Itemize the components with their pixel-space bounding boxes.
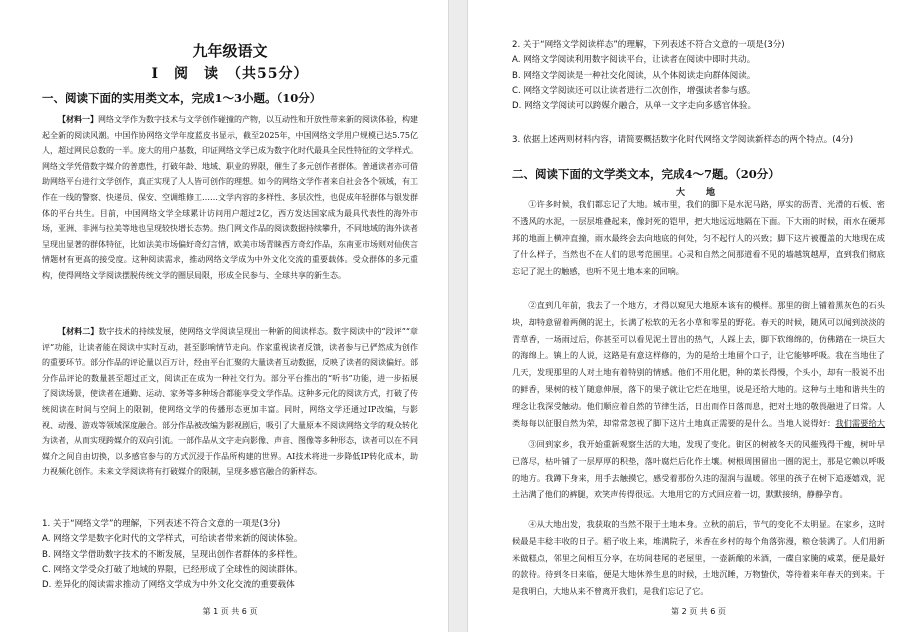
- page-footer: 第 1 页 共 6 页: [202, 607, 258, 616]
- question-1-stem: 1. 关于“网络文学”的理解，下列表述不符合文意的一项是(3分): [42, 519, 281, 529]
- material-one-text: 网络文学作为数字技术与文学创作碰撞的产物，以互动性和开放性带来新的阅读体验，构建起全新的阅读风潮。中国作协网络文学年度蓝皮书显示，截至2025年，中国网络文学用户规模已达5.75亿人，超过网民总数的一半。庞大的用户基数，印证网络文学已成为数字化时代最具全民性特征的文学样式。网络文学凭借数字媒介的普惠性，打破年龄、地域、职业的界限，催生了多元创作者群体。普通读者亦可借助网络平台进行文学创作，真正实现了人人皆可创作的理想。如今的网络文学作者来自社会各个领域，有工作在一线的警察、快递员、保安、空调维修工……文学内容的多样性、多层次性，也促成年轻群体与银发群体的平台共生。目前，中国网络文学全球累计访问用户超过2亿，西方发达国家成为最具代表性的海外市场，亚洲、非洲与拉美等地也呈现较快增长态势。热门网文作品的阅读数据持续攀升，不同地域的海外读者呈现出显著的群体特征，比如法美市场偏好奇幻言情，欧美市场青睐西方奇幻作品，东南亚市场则对仙侠言情题材有更高的接受度。这种阅读需求，推动网络文学成为中外文化交流的重要载体。受众群体的多元重构，使得网络文学阅读摆脱传统文学的圈层局限，形成全民参与、全球共享的新生态。: [42, 115, 418, 280]
- question-1-option: A. 网络文学是数字化时代的文学样式，可给读者带来新的阅读体验。: [42, 534, 303, 545]
- story-paragraph-2-text: ②直到几年前，我去了一个地方，才得以窥见大地原本该有的模样。那里的街上铺着黑灰色的石头块，却特意留着两侧的泥土，长满了松软的无名小草和零星的野花。春天的时候，随风可以闻到淡淡的青草香，一场雨过后，你甚至可以看见泥土冒出的热气，人踩上去，脚下软绵绵的，仿佛踏在一块巨大的海绵上。镇上的人说，这路是有意这样修的，为的是给土地留个口子，让它能够呼吸。我在当地住了几天，发现那里的人对土地有着特别的情感。他们不用化肥，种的菜长得慢，个头小，却有一股说不出的鲜香，果树的枝丫随意伸展，落下的果子就让它烂在地里，说是还给大地的。这种与土地和谐共生的理念让我深受触动。他们顺应着自然的节律生活，日出而作日落而息，把对土地的敬畏融进了日常。人类每每以征服自然为荣，却常常忽视了脚下这片土地真正需要的是什么。当地人说得好：: [512, 300, 885, 428]
- question-3-stem: 3. 依据上述两则材料内容，请简要概括数字化时代网络文学阅读新样态的两个特点。(4分): [512, 135, 854, 145]
- underlined-sentence: 我们需要给大: [835, 417, 885, 428]
- question-1-option: C. 网络文学受众打破了地域的界限，已经形成了全球性的阅读群体。: [42, 564, 303, 575]
- question-3: [512, 133, 885, 148]
- question-1: [42, 517, 418, 593]
- question-1-option: B. 网络文学借助数字技术的不断发展，呈现出创作者群体的多样性。: [42, 549, 303, 560]
- question-2-option: D. 网络文学阅读可以跨媒介融合，从单一文字走向多感官体验。: [512, 101, 757, 112]
- page-2: [468, 0, 915, 632]
- material-one-tag: 【材料一】: [58, 114, 98, 124]
- story-paragraph-3: ③回到家乡，我开始重新观察生活的大地，发现了变化。街区的树被冬天的风摧残得干瘦，树叶早已落尽，枯叶铺了一层厚厚的积垫，落叶腐烂后化作土壤。树根周围留出一圈的泥土，那是它赖以呼吸的地方。我蹲下身来，用手去触摸它，感受着那份久违的湿润与温暖。邻里的孩子在树下追逐嬉戏，泥土沾满了他们的裤腿，欢笑声传得很远。大地用它的方式回应着一切，默默接纳，静静孕育。: [512, 439, 885, 500]
- material-one: [42, 112, 418, 330]
- page-1: [0, 0, 448, 632]
- story-paragraph-2-end: [561, 434, 569, 435]
- question-2: [512, 38, 885, 114]
- story-paragraph-2: [512, 297, 885, 435]
- material-two-tag: 【材料二】: [58, 326, 99, 336]
- section-one-heading: 一、阅读下面的实用类文本，完成1～3小题。（10分）: [42, 91, 322, 105]
- question-2-option: A. 网络文学阅读利用数字阅读平台，让读者在阅读中即时共动。: [512, 55, 756, 66]
- question-2-option: C. 网络文学阅读还可以让读者进行二次创作，增强读者参与感。: [512, 85, 756, 96]
- document-title: 九年级语文: [192, 42, 268, 60]
- material-two-text: 数字技术的持续发展，使网络文学阅读呈现出一种新的阅读样态。数字阅读中的“段评”“章评”功能，让读者能在阅读中实时互动，甚至影响情节走向。作家重视读者反馈，读者参与已俨然成为创作的重要环节。部分作品的评论量以百万计，经由平台汇聚的大量读者互动数据，反映了读者的阅读偏好。部分作品评论的数量甚至超过正文，阅读正在成为一种社交行为。部分平台推出的“听书”功能，进一步拓展了阅读场景，使读者在通勤、运动、家务等多种场合都能享受文学作品。这种多元化的阅读方式，打破了传统阅读在时间与空间上的限制，使网络文学的传播形态更加丰富。同时，网络文学还通过IP改编，与影视、动漫、游戏等领域深度融合。部分作品被改编为影视剧后，吸引了大量原本不阅读网络文学的观众转化为读者，从而实现跨媒介的双向引流。一部作品从文字走向影像、声音、图像等多种形态，读者可以在不同媒介之间自由切换，以多感官参与的方式沉浸于作品所构建的世界。AI技术将进一步降低IP转化成本，助力视频化创作。未来文学阅读将有打破媒介的限制，呈现多感官融合的新样态。: [42, 327, 418, 477]
- page-footer: 第 2 页 共 6 页: [671, 607, 726, 616]
- story-title: 大 地: [675, 188, 721, 198]
- story-paragraph-1: ①许多时候，我们都忘记了大地。城市里，我们的脚下是水泥马路，厚实的沥青、光滑的石板、密不透风的水泥，一层层堆叠起来，像封死的铠甲，把大地远远地隔在下面。下大雨的时候，雨水在硬邦邦的地面上横冲直撞，雨水最终会去向地底的何处，匀不起行人的兴致；脚下这片被覆盖的大地现在成了什么样子，当然也不在人们的思考范围里。心灵和自然之间那道看不见的墙越筑越厚，直到我们彻底忘记了泥土的触感，也听不见土地本来的回响。: [512, 199, 885, 277]
- story-paragraph-4: ④从大地出发，我获取的当然不限于土地本身。立秋的前后，节气的变化不太明显。在家乡，这时候最是丰稔丰收的日子。稻子收上来，堆满院子，米香在乡村的每个角落弥漫，粮仓装满了。人们用新米做糕点，邻里之间相互分享，在坊间巷尾的老屋里，一壶新酿的米酒，一碟自家腌的咸菜，便是最好的款待。待到冬日来临，便是大地休养生息的时候，土地沉睡，万物蛰伏，等待着来年春天的到来。于是我明白，大地从来不曾离开我们，是我们忘记了它。: [512, 519, 885, 597]
- question-2-option: B. 网络文学阅读是一种社交化阅读，从个体阅读走向群体阅读。: [512, 70, 756, 81]
- material-two: [42, 324, 418, 510]
- question-2-stem: 2. 关于“网络文学阅读样态”的理解，下列表述不符合文意的一项是(3分): [512, 40, 785, 50]
- question-1-option: D. 差异化的阅读需求推动了网络文学成为中外文化交流的重要载体: [42, 580, 295, 591]
- part-heading: Ⅰ 阅 读 （共55分）: [151, 66, 309, 82]
- section-two-heading: 二、阅读下面的文学类文本，完成4～7题。（20分）: [512, 167, 780, 181]
